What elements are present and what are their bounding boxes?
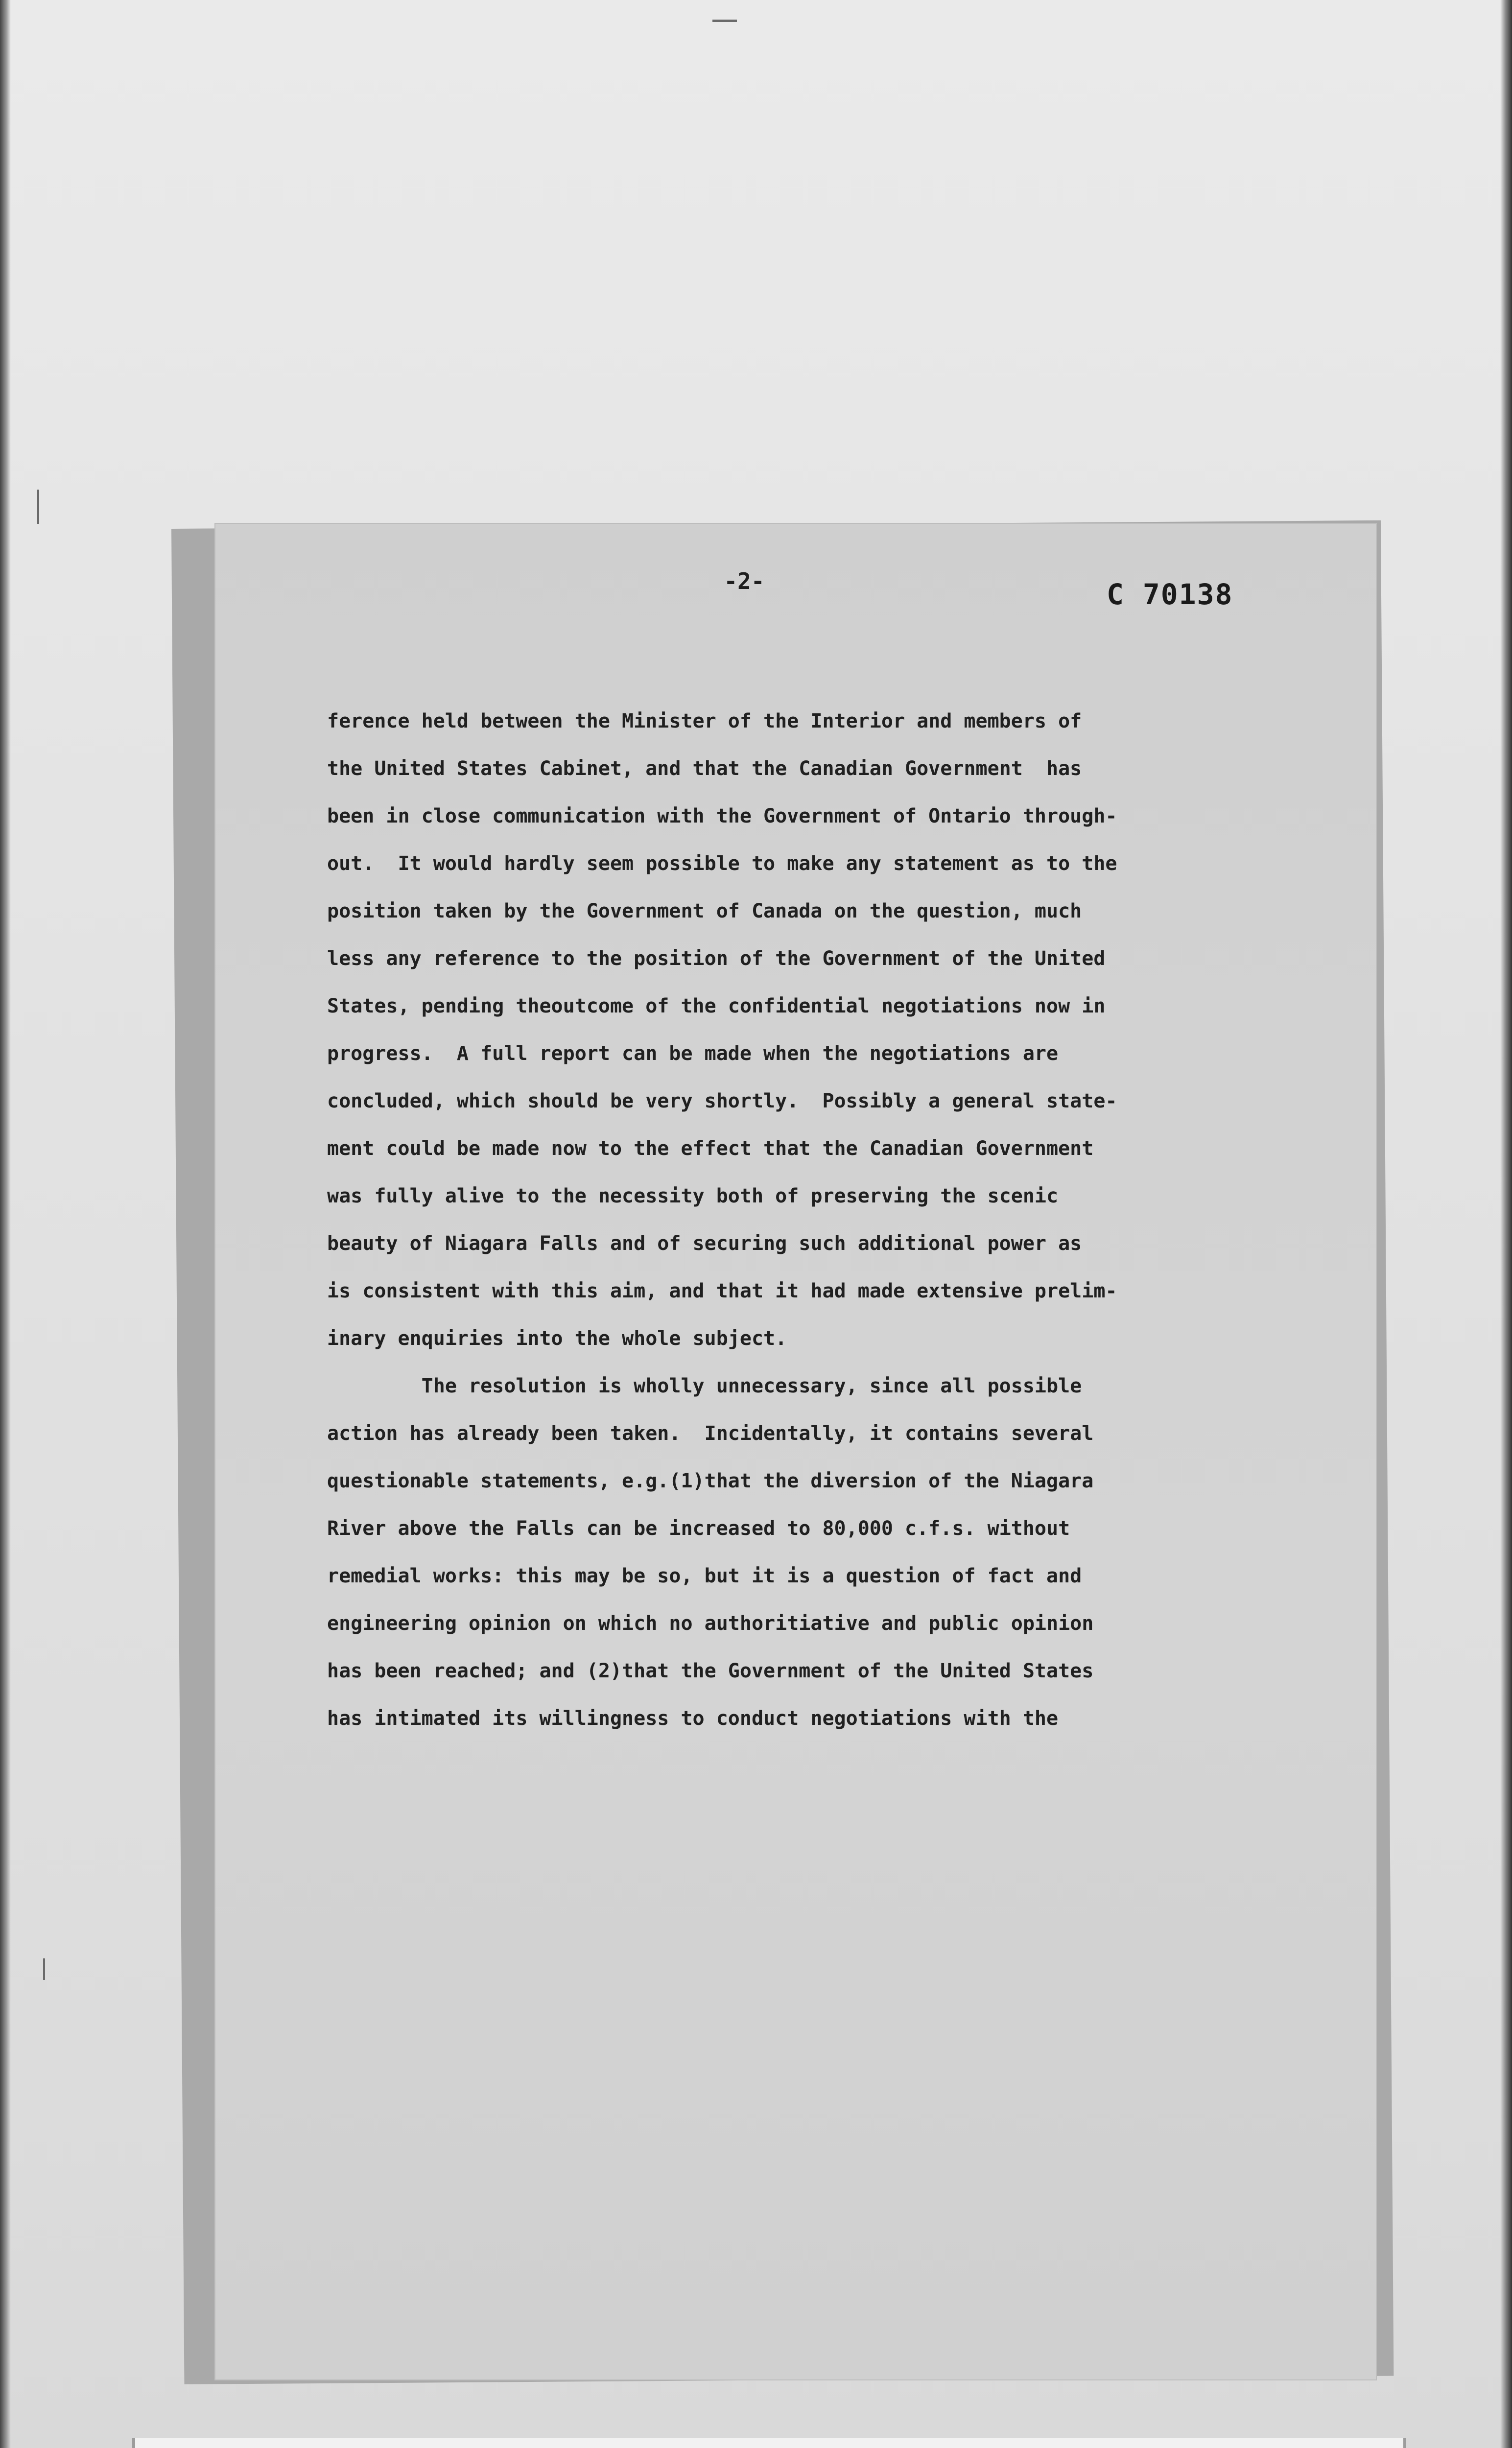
memo-line: inary enquiries into the whole subject. xyxy=(327,1327,787,1350)
scan-mark-top xyxy=(712,20,737,22)
memo-line: has been reached; and (2)that the Government of the United States xyxy=(327,1660,1094,1682)
memo-line: been in close communication with the Government of Ontario through- xyxy=(327,805,1117,827)
memo-line: concluded, which should be very shortly. Possibly a general state- xyxy=(327,1090,1117,1112)
memo-line: has intimated its willingness to conduct negotiations with the xyxy=(327,1707,1059,1730)
memo-line: ment could be made now to the effect that the Canadian Government xyxy=(327,1137,1094,1160)
memo-line: States, pending theoutcome of the confidential negotiations now in xyxy=(327,995,1106,1017)
memo-line: ference held between the Minister of the Interior and members of xyxy=(327,710,1082,732)
memo-line: is consistent with this aim, and that it had made extensive prelim- xyxy=(327,1280,1117,1302)
memo-body xyxy=(327,698,1297,1742)
archive-card xyxy=(132,2438,1406,2448)
memo-line: position taken by the Government of Canada on the question, much xyxy=(327,900,1082,922)
scan-mark-left-lower xyxy=(43,1958,45,1980)
memo-line: questionable statements, e.g.(1)that the diversion of the Niagara xyxy=(327,1470,1094,1492)
memo-line: progress. A full report can be made when the negotiations are xyxy=(327,1042,1059,1065)
memo-line: action has already been taken. Incidentally, it contains several xyxy=(327,1422,1094,1445)
memo-line: the United States Cabinet, and that the Canadian Government has xyxy=(327,757,1082,780)
page-number: -2- xyxy=(724,568,765,594)
scan-edge-left xyxy=(0,0,11,2448)
memo-line: less any reference to the position of the Government of the United xyxy=(327,947,1106,970)
document-number: C 70138 xyxy=(1107,578,1233,611)
scan-mark-left xyxy=(37,490,39,524)
memo-line: engineering opinion on which no authoritiative and public opinion xyxy=(327,1612,1094,1635)
memo-line: out. It would hardly seem possible to make any statement as to the xyxy=(327,852,1117,875)
memo-line: The resolution is wholly unnecessary, since all possible xyxy=(327,1375,1082,1397)
scan-edge-right xyxy=(1500,0,1512,2448)
memo-sheet xyxy=(215,524,1376,2379)
memo-line: beauty of Niagara Falls and of securing such additional power as xyxy=(327,1232,1082,1255)
memo-line: River above the Falls can be increased to 80,000 c.f.s. without xyxy=(327,1517,1070,1540)
memo-line: was fully alive to the necessity both of preserving the scenic xyxy=(327,1185,1059,1207)
memo-line: remedial works: this may be so, but it is a question of fact and xyxy=(327,1565,1082,1587)
